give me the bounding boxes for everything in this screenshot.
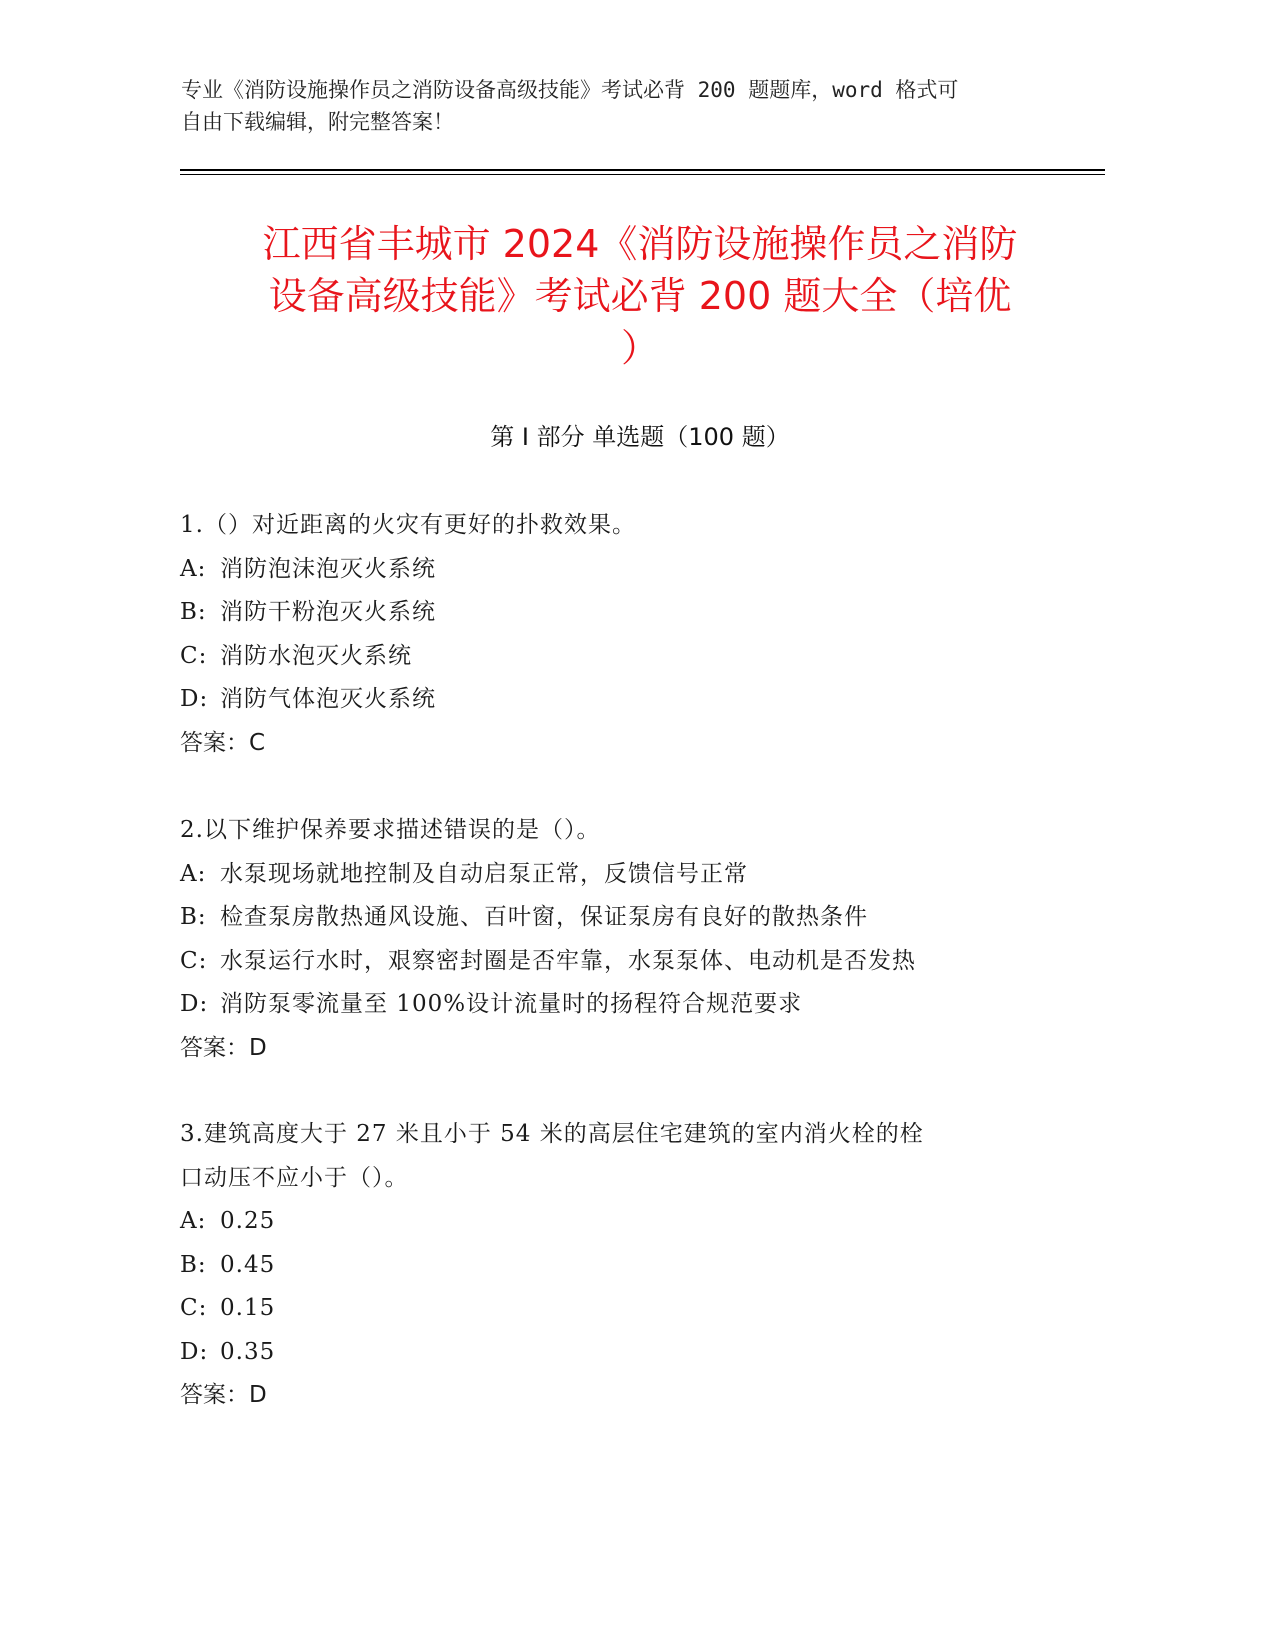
- option-label: A:: [180, 555, 207, 582]
- question-stem-line-2: 口动压不应小于（）。: [180, 1164, 409, 1191]
- section-heading: 第 I 部分 单选题（100 题）: [490, 423, 790, 451]
- option-b: [180, 896, 1040, 940]
- option-d: [180, 1331, 1040, 1375]
- option-label: D:: [180, 991, 209, 1017]
- option-c: [180, 1287, 1040, 1331]
- option-label: B:: [180, 1251, 207, 1278]
- option-text: 0.35: [220, 1338, 276, 1365]
- option-text: 0.25: [220, 1208, 276, 1234]
- option-a: [180, 853, 1040, 897]
- option-text: 消防泵零流量至 100%设计流量时的扬程符合规范要求: [220, 991, 803, 1017]
- option-label: C:: [180, 947, 208, 974]
- header-note-line-1: 专业《消防设施操作员之消防设备高级技能》考试必背 200 题题库，word 格式可: [181, 78, 959, 102]
- option-d: [180, 983, 1040, 1027]
- option-d: [180, 678, 1040, 722]
- answer: 答案：D: [180, 1382, 267, 1408]
- option-c: [180, 635, 1040, 679]
- document-title-line-3: ）: [620, 326, 659, 370]
- question-stem-line-1: 3.建筑高度大于 27 米且小于 54 米的高层住宅建筑的室内消火栓的栓: [180, 1121, 924, 1147]
- document-title-line-2: 设备高级技能》考试必背 200 题大全（培优: [268, 274, 1012, 318]
- header-divider-thick: [180, 169, 1105, 171]
- option-c: [180, 940, 1040, 984]
- option-label: B:: [180, 599, 207, 625]
- option-label: A:: [180, 860, 207, 887]
- option-text: 消防水泡灭火系统: [220, 642, 412, 669]
- question-3: [180, 1113, 1040, 1418]
- option-label: D:: [180, 686, 209, 712]
- question-stem: 2.以下维护保养要求描述错误的是（）。: [180, 817, 601, 843]
- option-a: [180, 548, 1040, 592]
- question-2: [180, 809, 1040, 1070]
- answer: 答案：C: [180, 729, 266, 756]
- option-label: C:: [180, 1295, 208, 1321]
- option-label: A:: [180, 1208, 207, 1234]
- option-text: 0.45: [220, 1251, 276, 1278]
- option-b: [180, 1244, 1040, 1288]
- option-text: 消防气体泡灭火系统: [220, 686, 436, 712]
- option-text: 检查泵房散热通风设施、百叶窗，保证泵房有良好的散热条件: [220, 904, 868, 930]
- option-label: D:: [180, 1338, 209, 1365]
- option-text: 水泵现场就地控制及自动启泵正常，反馈信号正常: [220, 860, 748, 887]
- option-b: [180, 591, 1040, 635]
- option-label: C:: [180, 642, 208, 669]
- document-title: [180, 218, 1100, 374]
- document-title-line-1: 江西省丰城市 2024《消防设施操作员之消防: [262, 222, 1018, 266]
- header-note-line-2: 自由下载编辑，附完整答案！: [181, 110, 454, 134]
- header-divider-thin: [180, 174, 1105, 175]
- option-text: 0.15: [220, 1295, 276, 1321]
- option-label: B:: [180, 904, 207, 930]
- option-a: [180, 1200, 1040, 1244]
- header-note: [181, 74, 1061, 138]
- option-text: 消防泡沫泡灭火系统: [220, 555, 436, 582]
- answer: 答案：D: [180, 1034, 267, 1061]
- option-text: 水泵运行水时，艰察密封圈是否牢靠，水泵泵体、电动机是否发热: [220, 947, 916, 974]
- question-stem: 1.（）对近距离的火灾有更好的扑救效果。: [180, 512, 636, 538]
- option-text: 消防干粉泡灭火系统: [220, 599, 436, 625]
- question-1: [180, 504, 1040, 765]
